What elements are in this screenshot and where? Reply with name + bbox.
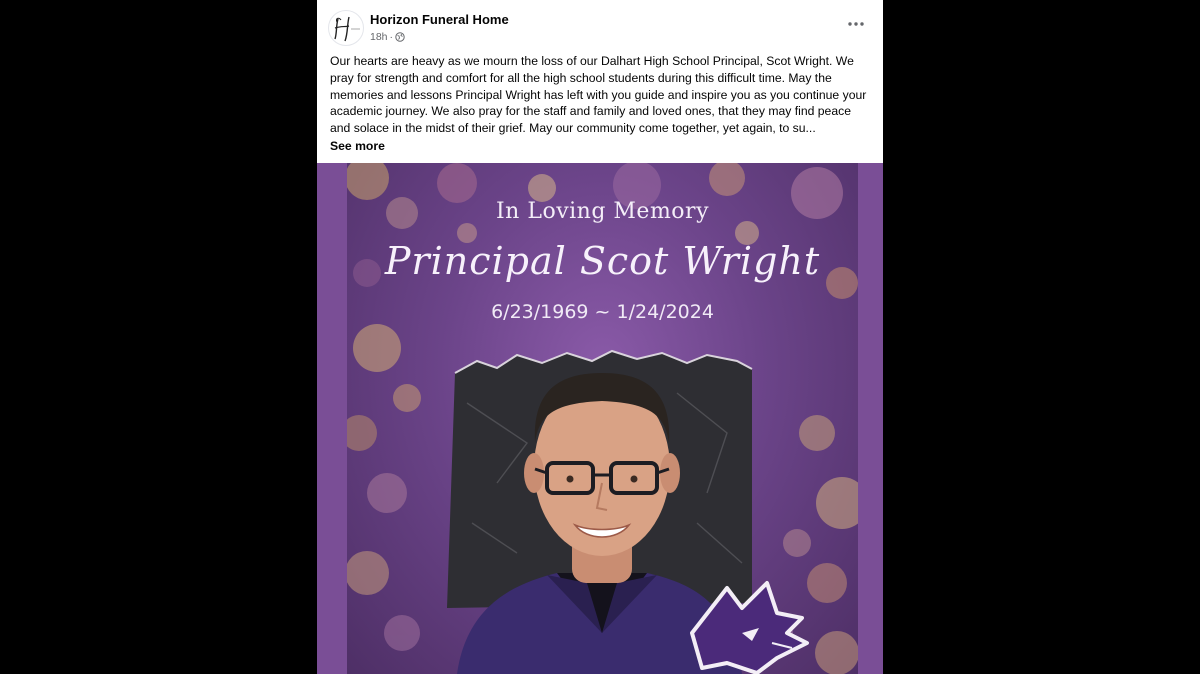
- memorial-heading: In Loving Memory: [495, 199, 709, 224]
- memorial-dates: 6/23/1969 ~ 1/24/2024: [491, 301, 714, 323]
- facebook-post: [317, 0, 883, 674]
- horizon-logo-icon: [329, 11, 363, 45]
- post-message: Our hearts are heavy as we mourn the loss of our Dalhart High School Principal, Scot Wright. We pray for strength and comfort for all the high school students during this difficult time. May the memories and lessons Principal Wright has left with you guide and inspire you as you continue your academic journey. We also pray for the staff and family and loved ones, that they may find peace and solace in the midst of their grief. May our community come together, yet again, to su...: [330, 54, 867, 136]
- post-timestamp[interactable]: 18h: [370, 31, 388, 43]
- meta-separator: ·: [389, 31, 394, 43]
- memorial-graphic: [347, 163, 858, 674]
- post-body: [330, 53, 872, 155]
- post-header: [317, 0, 883, 52]
- page-name-link[interactable]: Horizon Funeral Home: [370, 12, 509, 27]
- more-options-button[interactable]: [843, 14, 869, 34]
- post-image[interactable]: [317, 163, 883, 674]
- more-options-icon: [848, 22, 864, 26]
- memorial-name: Principal Scot Wright: [384, 239, 821, 283]
- page-avatar[interactable]: [328, 10, 364, 46]
- post-meta: [370, 31, 405, 43]
- portrait-photo: [347, 163, 858, 674]
- globe-icon[interactable]: [395, 32, 405, 42]
- see-more-link[interactable]: See more: [330, 139, 385, 153]
